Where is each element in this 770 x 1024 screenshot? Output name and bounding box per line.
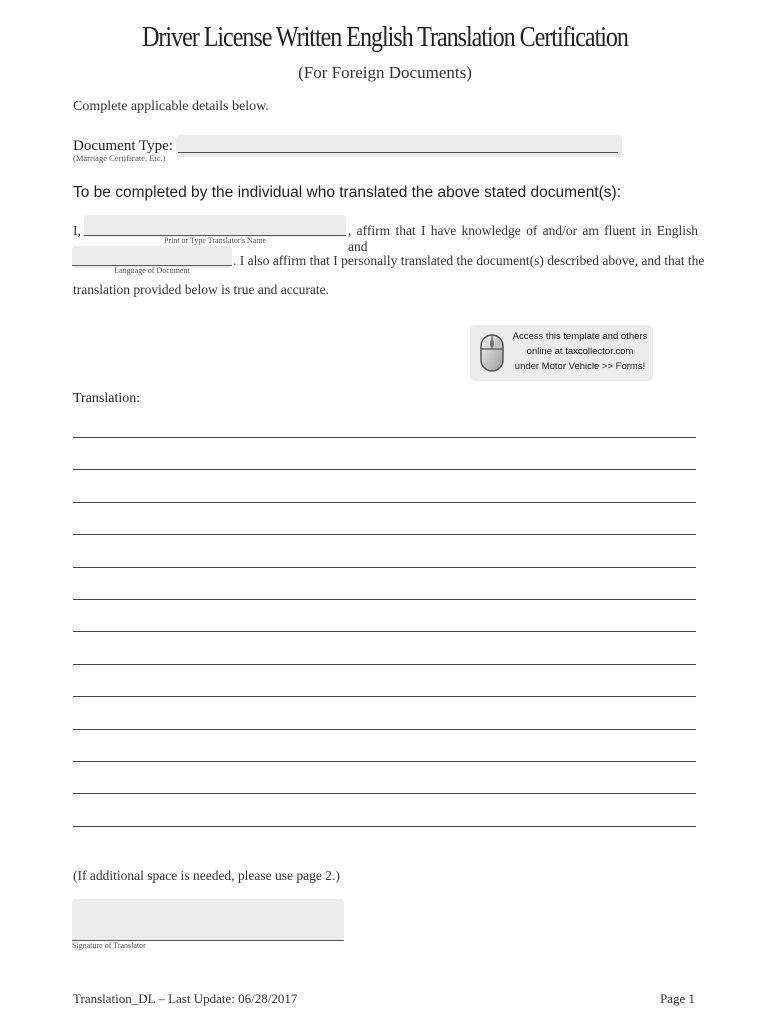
signature-caption: Signature of Translator — [72, 941, 146, 950]
document-type-sublabel: (Marriage Certificate, Etc.) — [73, 153, 166, 163]
translation-line[interactable] — [73, 599, 696, 600]
intro-text: Complete applicable details below. — [73, 99, 269, 114]
translation-line[interactable] — [73, 631, 696, 632]
additional-space-note: (If additional space is needed, please use page 2.) — [73, 868, 340, 883]
translation-line[interactable] — [73, 761, 696, 762]
promo-line-2: online at taxcollector.com — [526, 346, 634, 357]
section-heading: To be completed by the individual who translated the above stated document(s): — [73, 184, 621, 201]
translation-line[interactable] — [73, 826, 696, 827]
affirm-prefix: I, — [73, 223, 81, 238]
form-subtitle: (For Foreign Documents) — [298, 63, 472, 82]
translation-line[interactable] — [73, 696, 696, 697]
translation-line[interactable] — [73, 502, 696, 503]
promo-line-1: Access this template and others — [512, 331, 648, 342]
translation-line[interactable] — [73, 534, 696, 535]
affirm-text-1: , affirm that I have knowledge of and/or am fluent in English and — [348, 223, 698, 254]
translator-name-field[interactable] — [84, 215, 346, 237]
translation-line[interactable] — [73, 567, 696, 568]
affirm-text-3: translation provided below is true and accurate. — [73, 282, 330, 297]
translation-line[interactable] — [73, 437, 696, 438]
promo-line-3: under Motor Vehicle >> Forms! — [514, 361, 646, 372]
translation-line[interactable] — [73, 793, 696, 794]
affirm-text-2: . I also affirm that I personally translated the document(s) described above, and that the — [233, 253, 705, 268]
document-type-label: Document Type: — [73, 138, 173, 154]
form-title: Driver License Written English Translation Certification — [142, 22, 628, 53]
signature-field[interactable] — [72, 899, 344, 941]
translator-name-caption: Print or Type Translator's Name — [163, 236, 267, 245]
translation-line[interactable] — [73, 729, 696, 730]
translation-line[interactable] — [73, 664, 696, 665]
translation-label: Translation: — [73, 391, 141, 406]
taxcollector-promo-box — [470, 325, 653, 381]
document-type-underline — [178, 152, 618, 153]
document-language-caption: Language of Document — [114, 266, 190, 275]
document-type-field[interactable] — [176, 135, 622, 157]
footer-page-number: Page 1 — [659, 991, 695, 1006]
translation-line[interactable] — [73, 469, 696, 470]
footer-document-id: Translation_DL – Last Update: 06/28/2017 — [73, 991, 298, 1006]
computer-mouse-icon — [479, 333, 505, 373]
